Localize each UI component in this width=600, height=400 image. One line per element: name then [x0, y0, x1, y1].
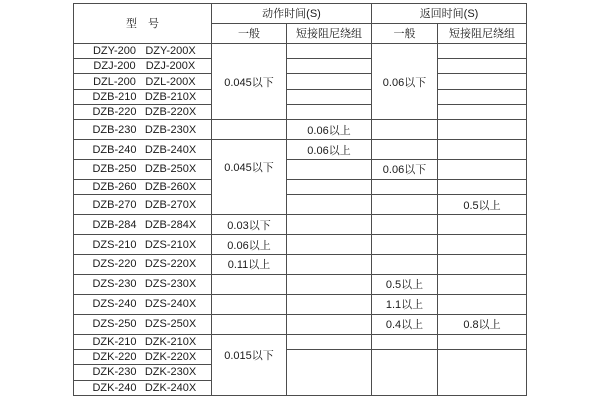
- table-row: [74, 274, 527, 294]
- cell-action-damped: [287, 334, 372, 349]
- cell-return-damped: [438, 140, 527, 160]
- model-name-x: DZS-240X: [144, 298, 197, 311]
- cell-action-damped: [287, 89, 372, 104]
- model-name-x: DZB-230X: [144, 123, 197, 136]
- table-row: [74, 59, 527, 74]
- cell-action-general: [212, 274, 287, 294]
- cell-action-damped: [287, 350, 372, 396]
- cell-model: [74, 195, 212, 215]
- cell-return-damped: [438, 294, 527, 314]
- merged-value: 0.045以下: [224, 162, 274, 175]
- table-row: [74, 74, 527, 89]
- model-name-x: DZB-250X: [144, 163, 197, 176]
- cell-model: [74, 314, 212, 334]
- model-name-x: DZB-270X: [144, 198, 197, 211]
- model-name-x: DZK-220X: [144, 351, 197, 364]
- cell-action-general: [212, 294, 287, 314]
- model-name-x: DZK-210X: [144, 335, 197, 348]
- header-return-time: 返回时间(S): [372, 4, 527, 24]
- model-name-x: DZB-240X: [144, 143, 197, 156]
- cell-action-general: 0.045以下: [212, 43, 287, 119]
- model-name-x: DZS-230X: [144, 278, 197, 291]
- cell-action-damped: [287, 255, 372, 275]
- cell-action-damped: [287, 235, 372, 255]
- model-name: DZS-230: [92, 278, 137, 291]
- cell-model: [74, 74, 212, 89]
- cell-return-damped: [438, 120, 527, 140]
- cell-action-general: [212, 334, 287, 395]
- cell-return-general: [372, 334, 438, 349]
- cell-return-general: [372, 255, 438, 275]
- cell-return-general: 1.1以上: [372, 294, 438, 314]
- cell-action-damped: [287, 74, 372, 89]
- cell-return-damped: [438, 235, 527, 255]
- cell-return-damped: [438, 160, 527, 180]
- cell-return-general: [372, 120, 438, 140]
- cell-return-damped: 0.5以上: [438, 195, 527, 215]
- merged-value: 0.015以下: [224, 349, 274, 362]
- table-row: [74, 195, 527, 215]
- cell-return-general: 0.5以上: [372, 274, 438, 294]
- cell-return-damped: [438, 74, 527, 89]
- cell-model: [74, 255, 212, 275]
- header-action-damped: 短接阻尼绕组: [287, 23, 372, 43]
- model-name: DZB-220: [92, 106, 137, 118]
- table-row: [74, 350, 527, 365]
- cell-return-general: [372, 140, 438, 160]
- cell-model: [74, 59, 212, 74]
- cell-model: [74, 380, 212, 396]
- model-name: DZB-260: [92, 181, 137, 194]
- model-name-x: DZL-200X: [145, 75, 196, 88]
- model-name-x: DZY-200X: [145, 45, 196, 57]
- model-name-x: DZS-250X: [144, 318, 197, 331]
- cell-return-general: [372, 350, 438, 396]
- cell-return-general: 0.4以上: [372, 314, 438, 334]
- table-row: [74, 255, 527, 275]
- cell-action-damped: [287, 195, 372, 215]
- cell-return-damped: [438, 334, 527, 349]
- table-row: [74, 215, 527, 235]
- cell-model: [74, 179, 212, 194]
- cell-model: [74, 43, 212, 58]
- cell-return-damped: [438, 104, 527, 119]
- table-row: [74, 179, 527, 194]
- cell-action-general: [212, 120, 287, 140]
- cell-model: [74, 215, 212, 235]
- relay-timing-spec-table: [73, 3, 527, 396]
- model-name: DZB-250: [92, 163, 137, 176]
- cell-return-general: 0.06以下: [372, 43, 438, 119]
- cell-action-damped: [287, 314, 372, 334]
- cell-action-general: [212, 314, 287, 334]
- cell-model: [74, 274, 212, 294]
- header-action-general: 一般: [212, 23, 287, 43]
- cell-action-damped: [287, 179, 372, 194]
- cell-action-damped: [287, 160, 372, 180]
- table-row: [74, 235, 527, 255]
- cell-model: [74, 160, 212, 180]
- model-name-x: DZB-220X: [144, 106, 197, 118]
- cell-return-general: 0.06以下: [372, 160, 438, 180]
- table-row: [74, 334, 527, 349]
- model-name: DZS-220: [92, 258, 137, 271]
- model-name: DZK-220: [92, 351, 137, 364]
- cell-action-damped: 0.06以上: [287, 120, 372, 140]
- model-name: DZB-210: [92, 90, 137, 103]
- model-name-x: DZB-284X: [144, 218, 197, 231]
- table-row: [74, 140, 527, 160]
- cell-return-general: [372, 195, 438, 215]
- cell-action-damped: [287, 215, 372, 235]
- cell-return-damped: 0.8以上: [438, 314, 527, 334]
- cell-model: [74, 140, 212, 160]
- table-row: [74, 43, 527, 58]
- cell-action-general: 0.11以上: [212, 255, 287, 275]
- model-name: DZL-200: [93, 75, 136, 88]
- header-model: 型 号: [74, 4, 212, 44]
- table-row: [74, 160, 527, 180]
- cell-return-general: [372, 235, 438, 255]
- header-return-general: 一般: [372, 23, 438, 43]
- table-row: [74, 294, 527, 314]
- cell-model: [74, 120, 212, 140]
- model-name: DZK-230: [92, 366, 137, 379]
- cell-return-general: [372, 179, 438, 194]
- cell-model: [74, 350, 212, 365]
- model-name: DZS-250: [92, 318, 137, 331]
- model-name-x: DZK-240X: [144, 381, 197, 394]
- table-row: [74, 314, 527, 334]
- model-name: DZB-270: [92, 198, 137, 211]
- table-row: [74, 120, 527, 140]
- model-name: DZS-240: [92, 298, 137, 311]
- spec-table-container: [73, 3, 527, 396]
- header-row-1: [74, 4, 527, 24]
- cell-action-damped: [287, 59, 372, 74]
- cell-return-damped: [438, 179, 527, 194]
- cell-model: [74, 104, 212, 119]
- table-row: [74, 89, 527, 104]
- table-row: [74, 104, 527, 119]
- cell-model: [74, 334, 212, 349]
- cell-return-damped: [438, 255, 527, 275]
- cell-return-general: [372, 215, 438, 235]
- model-name: DZB-284: [92, 218, 137, 231]
- cell-action-damped: [287, 294, 372, 314]
- model-name: DZJ-200: [93, 60, 136, 73]
- cell-return-damped: [438, 350, 527, 396]
- model-name-x: DZB-210X: [144, 90, 197, 103]
- cell-action-general: 0.03以下: [212, 215, 287, 235]
- model-name-x: DZJ-200X: [145, 60, 196, 73]
- cell-return-damped: [438, 43, 527, 58]
- cell-return-damped: [438, 215, 527, 235]
- model-name: DZS-210: [92, 238, 137, 251]
- model-name: DZB-240: [92, 143, 137, 156]
- cell-action-general: [212, 140, 287, 215]
- cell-action-general: 0.06以上: [212, 235, 287, 255]
- cell-return-damped: [438, 89, 527, 104]
- cell-model: [74, 89, 212, 104]
- cell-action-damped: [287, 274, 372, 294]
- model-name: DZY-200: [92, 45, 136, 57]
- cell-model: [74, 235, 212, 255]
- model-name: DZK-240: [92, 381, 137, 394]
- cell-model: [74, 365, 212, 380]
- cell-action-damped: [287, 43, 372, 58]
- cell-model: [74, 294, 212, 314]
- cell-return-damped: [438, 274, 527, 294]
- model-name-x: DZS-210X: [144, 238, 197, 251]
- model-name-x: DZS-220X: [144, 258, 197, 271]
- header-return-damped: 短接阻尼绕组: [438, 23, 527, 43]
- model-name-x: DZK-230X: [144, 366, 197, 379]
- model-name: DZK-210: [92, 335, 137, 348]
- cell-action-damped: 0.06以上: [287, 140, 372, 160]
- model-name-x: DZB-260X: [144, 181, 197, 194]
- header-action-time: 动作时间(S): [212, 4, 372, 24]
- cell-action-damped: [287, 104, 372, 119]
- cell-return-damped: [438, 59, 527, 74]
- model-name: DZB-230: [92, 123, 137, 136]
